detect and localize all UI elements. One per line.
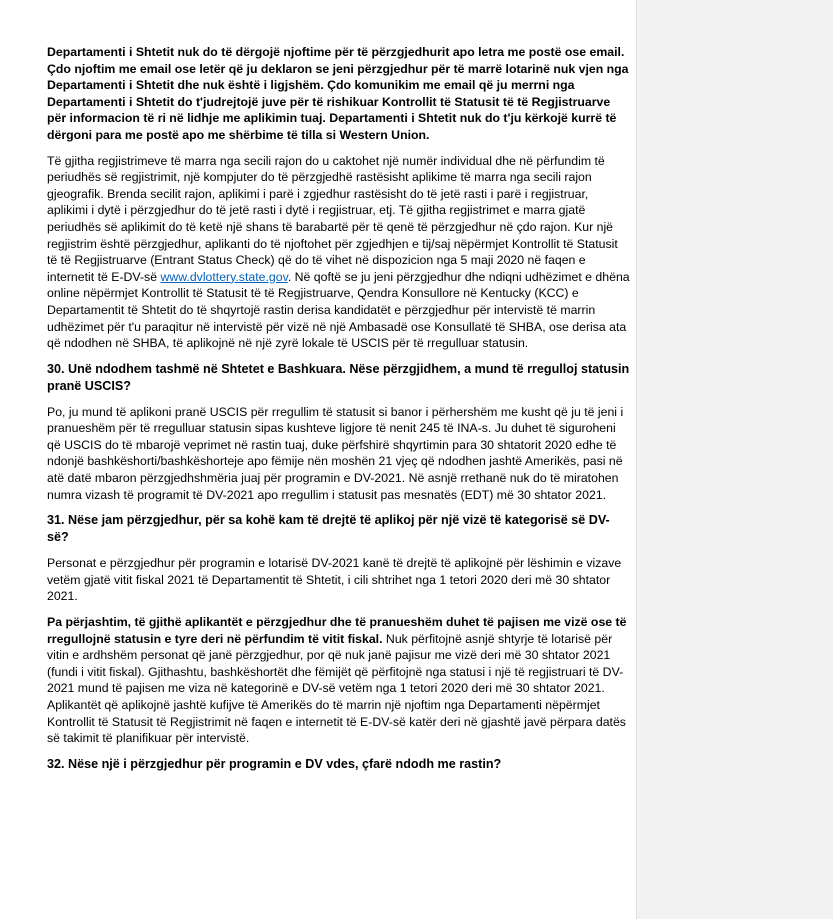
question-30: 30. Unë ndodhem tashmë në Shtetet e Bashkuara. Nëse përzgjidhem, a mund të rregulloj statusin pranë USCIS?: [47, 361, 630, 393]
question-31: 31. Nëse jam përzgjedhur, për sa kohë kam të drejtë të aplikoj për një vizë të kategorisë së DV-së?: [47, 513, 610, 545]
paragraph-no-exception: [47, 614, 631, 747]
paragraph-selection-process-text-b: . Në qoftë se ju jeni përzgjedhur dhe ndiqni udhëzimet e dhëna online nëpërmjet Kontrollit të Statusit të të Regjistruarve, Qendra Konsullore në Kentucky (KCC) e Departamentit të Shtetit do të shqyrtojë rastin derisa kandidatët e përzgjedhur për intervistë të marrin udhëzimet për t'u paraqitur në intervistë për vizë në një Ambasadë ose Konsullatë të SHBA, ose derisa ata që ndodhen në SHBA, të aplikojnë në një zyrë lokale të USCIS për të rregulluar statusin.: [47, 269, 630, 351]
paragraph-selection-process: [47, 153, 631, 352]
answer-30: Po, ju mund të aplikoni pranë USCIS për rregullim të statusit si banor i përhershëm me kusht që ju të jeni i pranueshëm për të rregulluar statusin sipas kushteve ligjore të nenit 245 të INA-s. Ju duhet të siguroheni që USCIS do të mbarojë veprimet në rastin tuaj, duke përfshirë shqyrtimin para 30 shtatorit 2020 edhe të ndonjë bashkëshorti/bashkëshorteje apo fëmije nën moshën 21 vjeç që ndodhen jashtë Amerikës, pasi në atë datë mbaron përzgjedhshmëria juaj për programin e DV-2021. Në asnjë rrethanë nuk do të miratohen numra vizash të programit të DV-2021 apo rregullim i statusit pas mesnatës (EDT) më 30 shtator 2021.: [47, 404, 624, 502]
paragraph-no-exception-bold: Pa përjashtim, të gjithë aplikantët e përzgjedhur dhe të pranueshëm duhet të pajisen me vizë ose të rregullojnë statusin e tyre deri në përfundim të vitit fiskal.: [47, 615, 627, 646]
paragraph-no-exception-rest: Nuk përfitojnë asnjë shtyrje të lotarisë për vitin e ardhshëm personat që janë përzgjedhur, por që nuk janë pajisur me vizë deri më 30 shtator 2021 (fundi i vitit fiskal). Gjithashtu, bashkëshortët dhe fëmijët që përfitojnë nga statusi i një të regjistruari të DV-2021 mund të pajisen me viza në kategorinë e DV-së vetëm nga 1 tetori 2020 deri më 30 shtator 2021. Aplikantët që aplikojnë jashtë kufijve të Amerikës do të marrin një njoftim nga Departamenti nëpërmjet Kontrollit të Statusit të Regjistrimit në faqen e internetit të E-DV-së katër deri në gjashtë javë përpara datës së takimit të planifikuar për intervistë.: [47, 631, 626, 746]
dv-lottery-link[interactable]: www.dvlottery.state.gov: [160, 269, 288, 284]
document-body: [47, 44, 631, 782]
comment-margin-panel: [636, 0, 833, 919]
paragraph-notice: Departamenti i Shtetit nuk do të dërgojë njoftime për të përzgjedhurit apo letra me postë ose email. Çdo njoftim me email ose letër që ju deklaron se jeni përzgjedhur për të marrë lotarinë nuk vjen nga Departamenti i Shtetit dhe nuk është i ligjshëm. Çdo komunikim me email që ju merrni nga Departamenti i Shtetit do t'judrejtojë juve për të rishikuar Kontrollit të Statusit të të Regjistruarve për informacion të ri në lidhje me aplikimin tuaj. Departamenti i Shtetit nuk do t'ju kërkojë kurrë të dërgoni para me postë apo me shërbime të tilla si Western Union.: [47, 45, 629, 142]
question-32: 32. Nëse një i përzgjedhur për programin e DV vdes, çfarë ndodh me rastin?: [47, 756, 502, 771]
answer-31: Personat e përzgjedhur për programin e lotarisë DV-2021 kanë të drejtë të aplikojnë për lëshimin e vizave vetëm gjatë vitit fiskal 2021 të Departamentit të Shtetit, i cili shtrihet nga 1 tetori 2020 deri më 30 shtator 2021.: [47, 556, 622, 604]
paragraph-selection-process-text-a: Të gjitha regjistrimeve të marra nga secili rajon do u caktohet një numër individual dhe në përfundim të periudhës së regjistrimit, një kompjuter do të përzgjedhë rastësisht aplikime të marra nga secili rajon gjeografik. Brenda secilit rajon, aplikimi i parë i zgjedhur rastësisht do të jetë rasti i parë i regjistruar, aplikimi i dytë i përzgjedhur do të jetë rasti i dytë i regjistruar, etj. Të gjitha regjistrimet e marra gjatë periudhës së aplikimit do të ketë një shans të barabartë për të qenë të përzgjedhur në çdo rajon. Kur një regjistrim është përzgjedhur, aplikanti do të njoftohet për zgjedhjen e tij/saj nëpërmjet Kontrollit të Statusit të të Regjistruarve (Entrant Status Check) që do të vihet në dispozicion nga 5 maji 2020 në faqen e internetit të E-DV-së: [47, 153, 618, 284]
